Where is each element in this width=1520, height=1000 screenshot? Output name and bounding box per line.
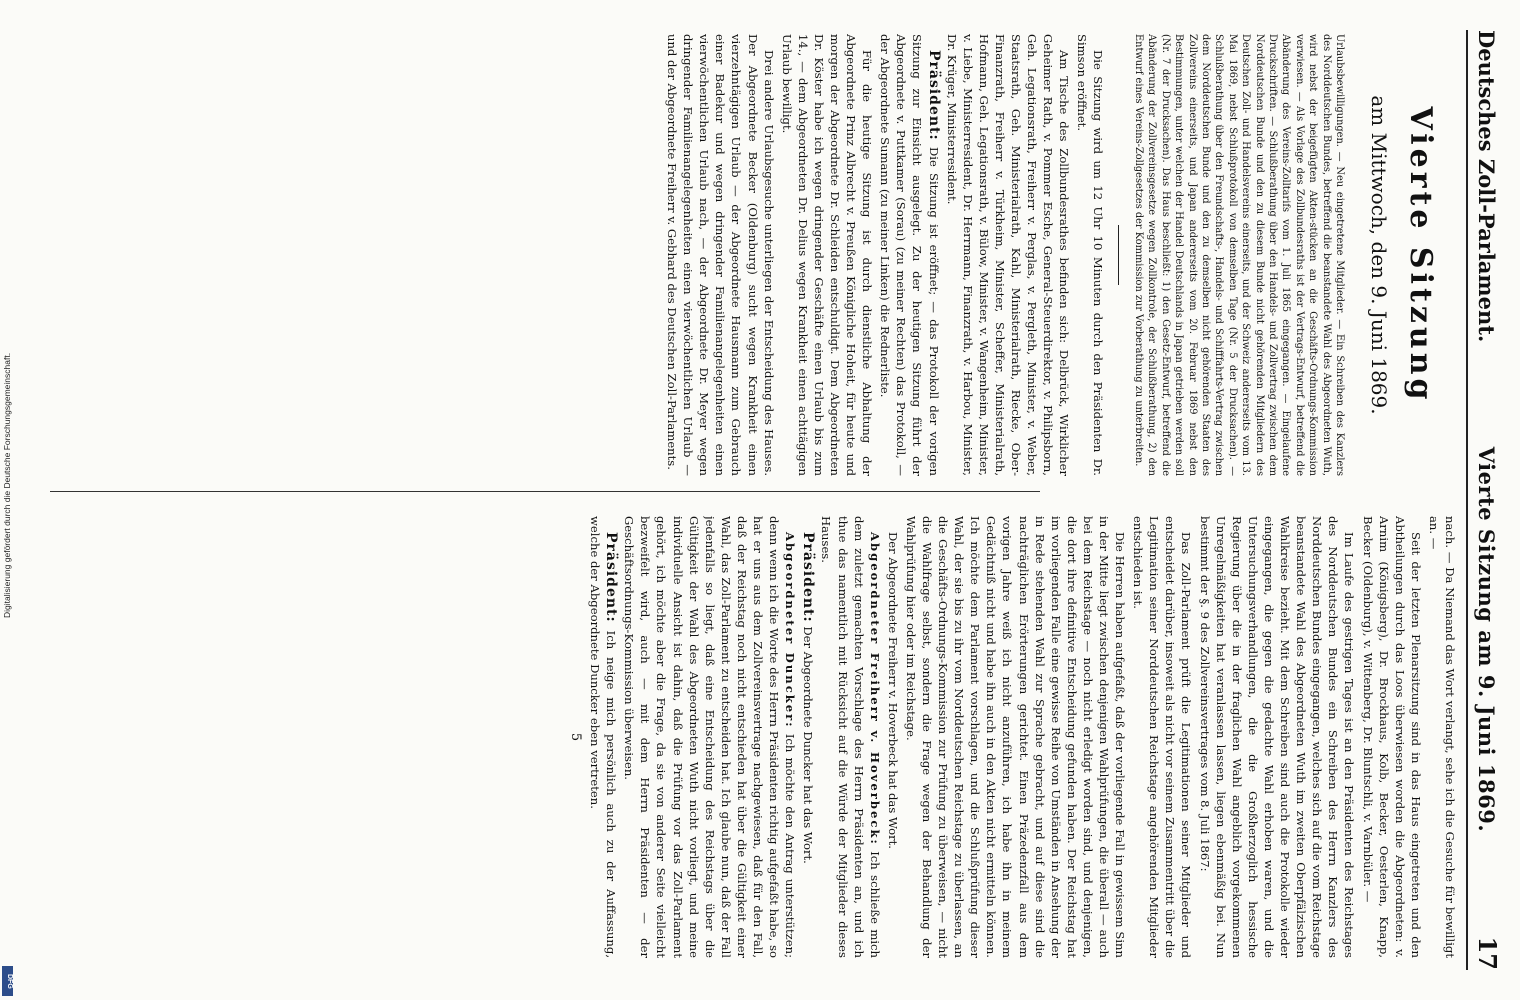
digitization-credit: Digitalisierung gefördert durch die Deutsche Forschungsgemeinschaft.	[2, 352, 12, 618]
speech-text: Ich möchte den Antrag unterstützen; denn wenn ich die Worte des Herrn Präsidenten richtig aufgefaßt habe, so hat er uns aus dem Zollvereinsvertrage nachgewiesen, daß für den Fall, daß der Reichstag noch nicht entschieden hat über die Gültigkeit einer Wahl, das Zoll-Parlament zu entscheiden hat. Ich glaube nun, daß der Fall jedenfalls so liegt, daß eine Entscheidung des Reichstags über die Gültigkeit der Wahl des Abgeordneten Wuth nicht vorliegt, und meine individuelle Ansicht ist dahin, daß die Prüfung vor das Zoll-Parlament gehört, ich möchte aber die Frage, da sie von anderer Seite vielleicht bezweifelt wird, auch — mit dem Herrn Präsidenten — der Geschäftsordnungs-Kommission überweisen.	[622, 516, 798, 958]
speech-text: Ich schließe mich dem zuletzt gemachten Vorschlage des Herrn Präsidenten an, und ich thue das namentlich mit Rücksicht auf die Würde der Mitglieder dieses Hauses.	[819, 516, 882, 958]
speaker-label: Präsident:	[800, 532, 817, 623]
right-column	[68, 516, 1458, 958]
paragraph: Die Sitzung wird um 12 Uhr 10 Minuten durch den Präsidenten Dr. Simson eröffnet.	[1075, 34, 1106, 476]
paragraph: Seit der letzten Plenarsitzung sind in das Haus eingetreten und den Abtheilungen durch das Loos überwiesen worden die Abgeordneten: v. Arnim (Königsberg), Dr. Brockhaus, Kolb, Becker, Oesterlen, Knapp, Becker (Oldenburg), v. Wittenberg, Dr. Bluntschli, v. Varnbüler. —	[1360, 516, 1423, 958]
speaker-label: Präsident:	[925, 50, 942, 141]
session-title-block	[1364, 34, 1440, 476]
speaker-label: Abgeordneter Duncker:	[783, 532, 798, 729]
paragraph: Die Herren haben aufgefaßt, daß der vorliegende Fall in gewissem Sinn in der Mitte liegt zwischen denjenigen Wahlprüfungen, die überall — auch bei dem Reichstage — noch nicht erledigt worden sind, und denjenigen, die dort ihre definitive Entscheidung gefunden haben. Der Reichstag hat im vorliegenden Falle eine gewisse Reihe von Umständen in Ansehung der in Rede stehenden Wahl zur Sprache gebracht, und auf diese sind die nachträglichen Erörterungen gerichtet. Einen Präzedenzfall aus dem vorigen Jahre weiß ich nicht anzuführen, ich habe ihn in meinem Gedächtniß nicht und habe ihn auch in den Akten nicht ermitteln können. Ich möchte dem Parlament vorschlagen, und die Schlußprüfung dieser Wahl, der sie bis zu ihr vom Norddeutschen Reichstage zu überlassen, an die Geschäfts-Ordnungs-Kommission zur Prüfung zu überweisen, — nicht die Wahlfrage selbst, sondern die Frage wegen der Behandlung der Wahlprüfung hier oder im Reichstage.	[903, 516, 1128, 958]
paragraph: Im Laufe des gestrigen Tages ist an den Präsidenten des Reichstages des Norddeutschen Bundes ein Schreiben des Herrn Kanzlers des Norddeutschen Bundes eingegangen, welches sich auf die vom Reichstage beanstandete Wahl des Abgeordneten Wuth im zweiten Oberpfälzischen Wahlkreise bezieht. Mit dem Schreiben sind auch die Protokolle wieder eingegangen, die gegen die gedachte Wahl erhoben waren, und die Untersuchungsverhandlungen, die die Großherzoglich hessische Regierung über die in der fraglichen Wahl angeblich vorgekommenen Unregelmäßigkeiten hat veranlassen lassen, liegen ebenmäßig bei. Nun bestimmt der §. 9 des Zollvereinsvertrages vom 8. Juli 1867:	[1197, 516, 1357, 958]
page-number: 17	[1473, 936, 1502, 970]
section-divider	[1119, 225, 1120, 285]
speech-text: Die Sitzung ist eröffnet; — das Protokoll der vorigen Sitzung zur Einsicht ausgelegt. Zu der heutigen Sitzung führt der Abgeordnete v. Puttkamer (Sorau) (zu meiner Rechten) das Protokoll, — der Abgeordnete Sumann (zu meiner Linken) die Rednerliste.	[878, 34, 941, 476]
column-divider	[50, 491, 1040, 492]
publication-title: Deutsches Zoll-Parlament.	[1474, 30, 1499, 343]
session-heading: Vierte Sitzung am 9. Juni 1869.	[1474, 446, 1499, 833]
quoted-article: Das Zoll-Parlament prüft die Legitimationen seiner Mitglieder und entscheidet darüber, insoweit als nicht vor seinem Zusammentritt über die Legitimation seiner Norddeutschen Reichstage angehörenden Mitglieder entschieden ist.	[1131, 516, 1194, 958]
session-date: am Mittwoch, den 9. Juni 1869.	[1367, 95, 1391, 415]
signature-number: 5	[568, 732, 584, 742]
speech-text: Ich neige mich persönlich auch zu der Auffassung, welche der Abgeordnete Duncker eben vertreten.	[588, 516, 619, 958]
speech-text: Der Abgeordnete Duncker hat das Wort.	[801, 626, 816, 864]
session-title: Vierte Sitzung	[1403, 106, 1438, 404]
paragraph: nach. — Da Niemand das Wort verlangt, sehe ich die Gesuche für bewilligt an. —	[1426, 516, 1457, 958]
agenda-summary: Urlaubsbewilligungen. — Neu eingetretene Mitglieder. — Ein Schreiben des Kanzlers des Norddeutschen Bundes, betreffend die beanstandete Wahl des Abgeordneten Wuth, wird nebst der beigefügten Akten-stücken an die Geschäfts-Ordnungs-Kommission verwiesen. — Als Vorlage des Zollbundesraths ist der Vertrags-Entwurf, betreffend die Abänderung des Vereins-Zolltarifs vom 1. Juli 1865 eingegangen. — Eingelaufene Druckschriften. — Schlußberathung über den Handels- und Zollvertrag zwischen dem Norddeutschen Bunde und den zu diesem Bunde nicht gehörenden Mitgliedern des Deutschen Zoll- und Handelsvereins einerseits, und der Schweiz andererseits vom 13. Mai 1869, nebst Schlußprotokoll von demselben Tage (Nr. 5 der Drucksachen). — Schlußberathung über den Freundschafts-, Handels- und Schifffahrts-Vertrag zwischen dem Norddeutschen Bunde und den zu demselben nicht gehörenden Staaten des Zollvereins einerseits, und Japan andererseits vom 20. Februar 1869 nebst den Bestimmungen, unter welchen der Handel Deutschlands in Japan getrieben werden soll (Nr. 7 der Drucksachen). Das Haus beschließt: 1) den Gesetz-Entwurf, betreffend die Abänderung der Zollvereinsgesetze wegen Zollkontrole, der Schlußberathung, 2) den Entwurf eines Vereins-Zollgesetzes der Kommission zur Vorberathung zu unterbreiten.	[1132, 34, 1345, 476]
dfg-logo: DFG	[2, 966, 13, 996]
paragraph: Drei andere Urlaubsgesuche unterliegen der Entscheidung des Hauses. Der Abgeordnete Becker (Oldenburg) sucht wegen Krankheit einen vierzehntägigen Urlaub — der Abgeordnete Hausmann zum Gebrauch einer Badekur und wegen dringender Familienangelegenheiten einen vierwöchentlichen Urlaub nach, — der Abgeordnete Dr. Meyer wegen dringender Familienangelegenheiten einen vierwöchentlichen Urlaub — und der Abgeordnete Freiherr v. Gebhard des Deutschen Zoll-Parlaments.	[665, 34, 776, 476]
paragraph: Für die heutige Sitzung ist durch dienstliche Abhaltung der Abgeordnete Prinz Albrecht v. Preußen Königliche Hoheit, für heute und morgen der Abgeordnete Dr. Schleiden entschuldigt. Dem Abgeordneten Dr. Köster habe ich wegen dringender Geschäfte einen Urlaub bis zum 14., — dem Abgeordneten Dr. Delius wegen Krankheit einen achttägigen Urlaub bewilligt.	[779, 34, 875, 476]
paragraph: Am Tische des Zollbundesrathes befinden sich: Delbrück, Wirklicher Geheimer Rath, v. Pommer Esche, General-Steuerdirektor, v. Philipsborn, Geh. Legationsrath, Freiherr v. Perglas, v. Pergleth, Minister, v. Weber, Staatsrath, Geh. Ministerialrath, Kahl, Ministerialrath, Riecke, Ober-Finanzrath, Freiherr v. Türkheim, Minister, Scheffer, Ministerialrath, Hofmann, Geh. Legationsrath, v. Bülow, Minister, v. Wangenheim, Minister, v. Liebe, Ministerresident, Dr. Herrmann, Finanzrath, v. Harbou, Minister, Dr. Krüger, Ministerresident.	[944, 34, 1072, 476]
page-header	[1466, 30, 1502, 970]
speaker-label: Abgeordneter Freiherr v. Hoverbeck:	[867, 532, 882, 846]
paragraph: Der Abgeordnete Freiherr v. Hoverbeck hat das Wort.	[885, 532, 900, 849]
left-column	[68, 34, 1458, 476]
speaker-label: Präsident:	[603, 532, 620, 623]
